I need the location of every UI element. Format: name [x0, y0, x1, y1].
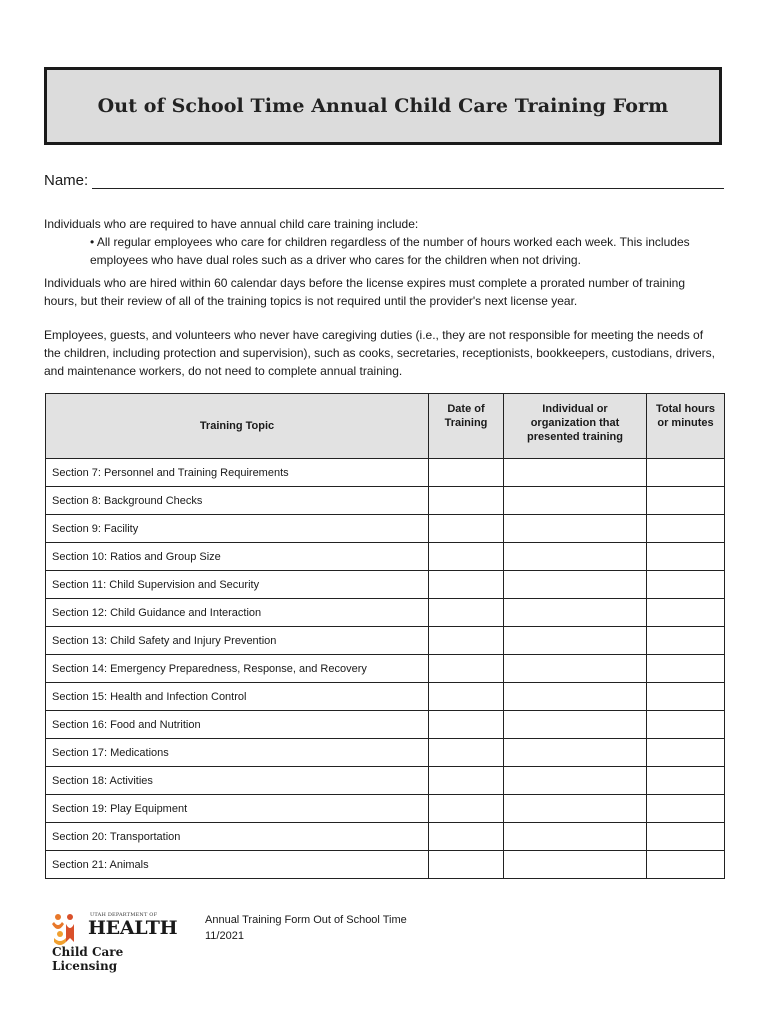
header-date: Date of Training: [429, 394, 504, 459]
presenter-cell[interactable]: [504, 487, 647, 515]
hours-cell[interactable]: [647, 487, 725, 515]
title-box: [44, 67, 722, 145]
hours-cell[interactable]: [647, 599, 725, 627]
presenter-cell[interactable]: [504, 711, 647, 739]
hours-cell[interactable]: [647, 683, 725, 711]
topic-cell: Section 9: Facility: [46, 515, 429, 543]
name-underline[interactable]: [92, 174, 724, 189]
presenter-cell[interactable]: [504, 851, 647, 879]
topic-cell: Section 17: Medications: [46, 739, 429, 767]
date-cell[interactable]: [429, 627, 504, 655]
date-cell[interactable]: [429, 515, 504, 543]
name-field[interactable]: [44, 172, 724, 189]
intro-text: Individuals who are required to have annual child care training include:: [44, 217, 419, 231]
hours-cell[interactable]: [647, 823, 725, 851]
training-table: [45, 393, 725, 879]
date-cell[interactable]: [429, 739, 504, 767]
logo-subtitle: Child Care Licensing: [52, 945, 124, 973]
employees-paragraph: Employees, guests, and volunteers who never have caregiving duties (i.e., they are not responsible for meeting the needs of the children, including protection and supervision), such as cooks, secretaries, receptionists, bookkeepers, custodians, drivers, and maintenance workers, do not need to complete annual training.: [44, 328, 716, 378]
presenter-cell[interactable]: [504, 459, 647, 487]
date-cell[interactable]: [429, 487, 504, 515]
hours-cell[interactable]: [647, 571, 725, 599]
date-cell[interactable]: [429, 459, 504, 487]
table-row: [46, 823, 725, 851]
presenter-cell[interactable]: [504, 515, 647, 543]
topic-cell: Section 13: Child Safety and Injury Prevention: [46, 627, 429, 655]
topic-cell: Section 8: Background Checks: [46, 487, 429, 515]
date-cell[interactable]: [429, 683, 504, 711]
table-row: [46, 599, 725, 627]
hours-cell[interactable]: [647, 627, 725, 655]
presenter-cell[interactable]: [504, 795, 647, 823]
presenter-cell[interactable]: [504, 543, 647, 571]
hours-cell[interactable]: [647, 739, 725, 767]
date-cell[interactable]: [429, 767, 504, 795]
topic-cell: Section 15: Health and Infection Control: [46, 683, 429, 711]
bullet-regular-employees: • All regular employees who care for children regardless of the number of hours worked each week. This includes employees who have dual roles such as a driver who cares for the children when not driving.: [90, 235, 690, 267]
date-cell[interactable]: [429, 823, 504, 851]
topic-cell: Section 12: Child Guidance and Interaction: [46, 599, 429, 627]
name-label: Name:: [44, 172, 89, 189]
date-cell[interactable]: [429, 571, 504, 599]
hours-cell[interactable]: [647, 543, 725, 571]
logo-department-text: UTAH DEPARTMENT OF: [90, 912, 158, 918]
presenter-cell[interactable]: [504, 823, 647, 851]
topic-cell: Section 19: Play Equipment: [46, 795, 429, 823]
topic-cell: Section 7: Personnel and Training Requirements: [46, 459, 429, 487]
date-cell[interactable]: [429, 711, 504, 739]
table-row: [46, 459, 725, 487]
date-cell[interactable]: [429, 543, 504, 571]
footer-form-name: Annual Training Form Out of School Time: [205, 914, 407, 926]
table-row: [46, 515, 725, 543]
hours-cell[interactable]: [647, 515, 725, 543]
table-row: [46, 655, 725, 683]
header-presenter: Individual or organization that presented training: [504, 394, 647, 459]
table-row: [46, 543, 725, 571]
table-row: [46, 627, 725, 655]
logo-health-text: HEALTH: [88, 917, 178, 939]
header-total-hours: Total hours or minutes: [647, 394, 725, 459]
hours-cell[interactable]: [647, 795, 725, 823]
presenter-cell[interactable]: [504, 683, 647, 711]
people-logo-icon: [52, 912, 88, 946]
table-row: [46, 795, 725, 823]
table-row: [46, 767, 725, 795]
table-row: [46, 571, 725, 599]
form-title: Out of School Time Annual Child Care Training Form: [97, 95, 669, 117]
presenter-cell[interactable]: [504, 655, 647, 683]
footer: [205, 912, 407, 944]
topic-cell: Section 10: Ratios and Group Size: [46, 543, 429, 571]
hours-cell[interactable]: [647, 459, 725, 487]
date-cell[interactable]: [429, 655, 504, 683]
topic-cell: Section 16: Food and Nutrition: [46, 711, 429, 739]
presenter-cell[interactable]: [504, 767, 647, 795]
hours-cell[interactable]: [647, 711, 725, 739]
table-header-row: [46, 394, 725, 459]
topic-cell: Section 14: Emergency Preparedness, Response, and Recovery: [46, 655, 429, 683]
health-logo: [52, 912, 182, 973]
topic-cell: Section 21: Animals: [46, 851, 429, 879]
presenter-cell[interactable]: [504, 571, 647, 599]
table-row: [46, 711, 725, 739]
header-training-topic: Training Topic: [46, 394, 429, 459]
topic-cell: Section 11: Child Supervision and Security: [46, 571, 429, 599]
topic-cell: Section 18: Activities: [46, 767, 429, 795]
table-row: [46, 851, 725, 879]
topic-cell: Section 20: Transportation: [46, 823, 429, 851]
hours-cell[interactable]: [647, 767, 725, 795]
hours-cell[interactable]: [647, 655, 725, 683]
presenter-cell[interactable]: [504, 627, 647, 655]
presenter-cell[interactable]: [504, 599, 647, 627]
table-body: [46, 459, 725, 879]
date-cell[interactable]: [429, 851, 504, 879]
hours-cell[interactable]: [647, 851, 725, 879]
table-row: [46, 683, 725, 711]
table-row: [46, 739, 725, 767]
presenter-cell[interactable]: [504, 739, 647, 767]
date-cell[interactable]: [429, 599, 504, 627]
table-row: [46, 487, 725, 515]
date-cell[interactable]: [429, 795, 504, 823]
footer-date: 11/2021: [205, 930, 244, 942]
hired-paragraph: Individuals who are hired within 60 calendar days before the license expires must complete a prorated number of training hours, but their review of all of the training topics is not required until the provider's next license year.: [44, 276, 686, 308]
